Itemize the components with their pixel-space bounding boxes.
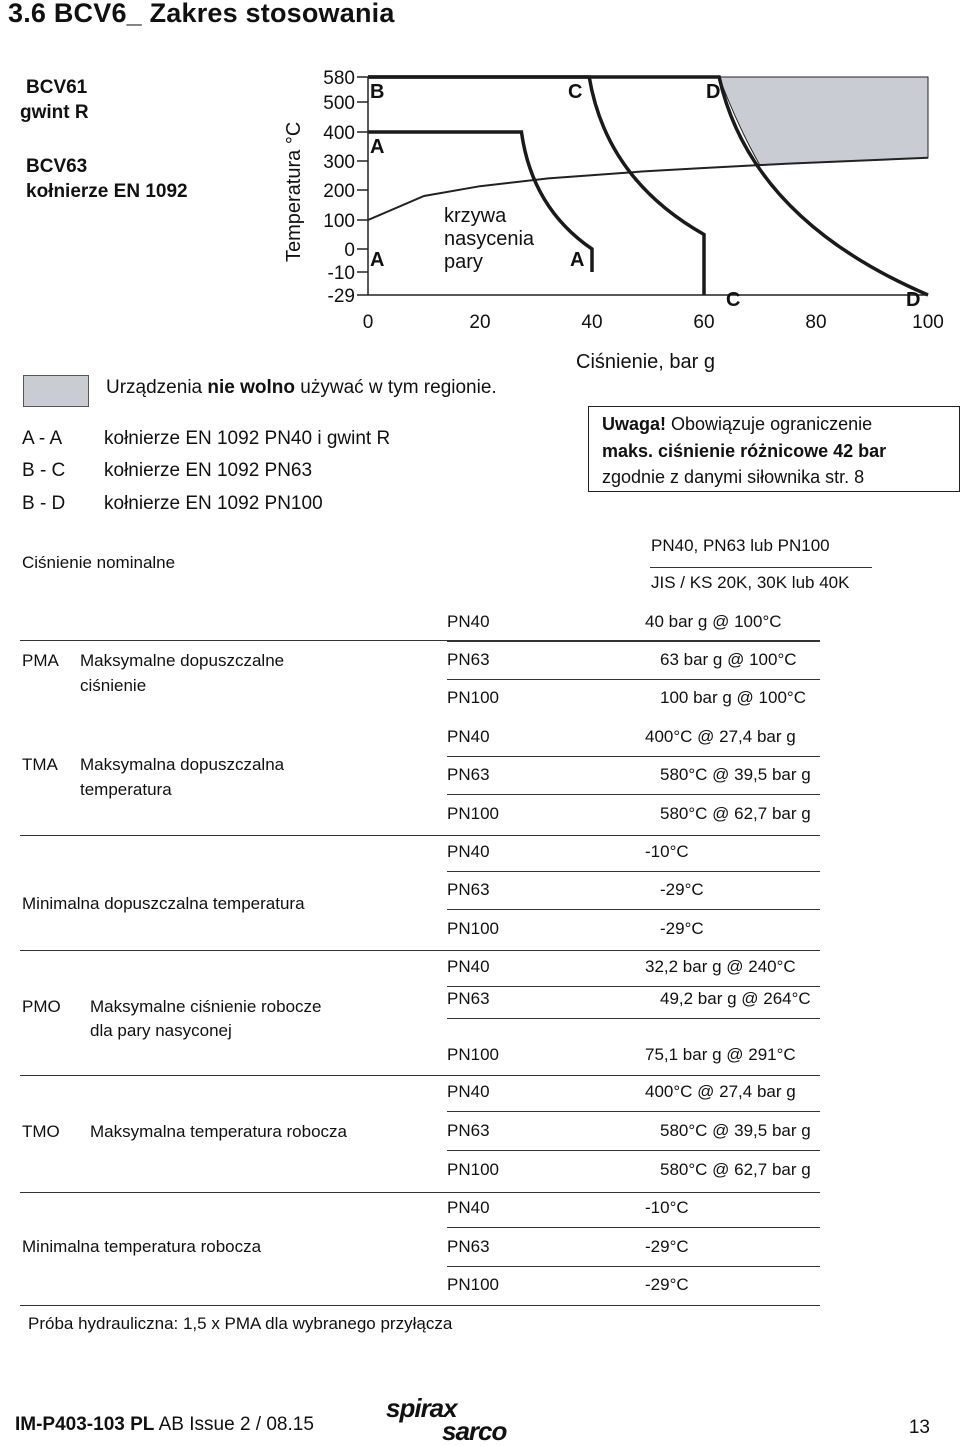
y-tick-label: 580 — [323, 68, 355, 89]
legend-text-a-a: kołnierze EN 1092 PN40 i gwint R — [104, 428, 391, 449]
forbidden-legend-bold: nie wolno — [207, 377, 295, 398]
row-rule — [447, 871, 820, 872]
row-pn-label: PN40 — [447, 1198, 490, 1217]
pma-desc-2: ciśnienie — [80, 676, 147, 695]
row-pn-label: PN40 — [447, 612, 490, 631]
region-label-a-lower: A — [370, 249, 385, 271]
tma-desc-1: Maksymalna dopuszczalna — [80, 755, 285, 774]
table-header-jis: JIS / KS 20K, 30K lub 40K — [651, 573, 850, 592]
pressure-temperature-chart — [0, 0, 960, 380]
row-pn-label: PN40 — [447, 727, 490, 746]
saturation-label-line3: pary — [444, 251, 483, 273]
document-issue: AB Issue 2 / 08.15 — [154, 1414, 314, 1435]
row-pn-label: PN100 — [447, 1275, 499, 1294]
section-rule — [20, 1192, 820, 1193]
document-code-bold: IM-P403-103 PL — [15, 1414, 155, 1435]
section-rule — [20, 950, 820, 951]
product-bcv61-connection: gwint R — [20, 102, 89, 123]
logo-line-2: sarco — [442, 1416, 507, 1446]
legend-code-a-a: A - A — [22, 428, 63, 449]
section-rule — [20, 1075, 820, 1076]
row-rule — [447, 1018, 820, 1019]
hydraulic-test-note: Próba hydrauliczna: 1,5 x PMA dla wybranego przyłącza — [28, 1314, 453, 1333]
pma-code: PMA — [22, 651, 59, 670]
x-tick-label: 0 — [362, 312, 374, 333]
spirax-sarco-logo — [386, 1393, 507, 1446]
legend-code-b-d: B - D — [22, 493, 66, 514]
row-pn-label: PN63 — [447, 1121, 490, 1140]
saturation-label-line1: krzywa — [444, 205, 507, 227]
row-pn-label: PN40 — [447, 842, 490, 861]
section-rule — [20, 835, 820, 836]
row-rule — [447, 641, 820, 642]
region-label-c-top: C — [568, 81, 583, 103]
logo-line-1: spirax — [386, 1393, 457, 1423]
row-pn-label: PN100 — [447, 919, 499, 938]
region-label-a-upper: A — [370, 136, 385, 158]
tmo-code: TMO — [22, 1122, 60, 1141]
row-pn-label: PN100 — [447, 688, 499, 707]
row-value: 400°C @ 27,4 bar g — [645, 727, 796, 746]
row-value: -29°C — [660, 919, 704, 938]
row-rule — [447, 756, 820, 757]
row-value: 580°C @ 39,5 bar g — [660, 1121, 811, 1140]
product-bcv61-name: BCV61 — [26, 77, 88, 98]
y-axis-title: Temperatura °C — [283, 121, 305, 262]
header-rule — [650, 567, 872, 568]
row-value: 580°C @ 62,7 bar g — [660, 804, 811, 823]
forbidden-legend-post: używać w tym regionie. — [295, 377, 497, 398]
row-value: 75,1 bar g @ 291°C — [645, 1045, 796, 1064]
legend-text-b-c: kołnierze EN 1092 PN63 — [104, 460, 313, 481]
row-pn-label: PN63 — [447, 880, 490, 899]
row-rule — [447, 986, 820, 987]
pmo-desc-1: Maksymalne ciśnienie robocze — [90, 997, 322, 1016]
row-value: 100 bar g @ 100°C — [660, 688, 806, 707]
note-line-2: maks. ciśnienie różnicowe 42 bar — [602, 441, 887, 461]
row-value: 63 bar g @ 100°C — [660, 650, 797, 669]
section-rule — [20, 640, 820, 641]
row-rule — [447, 794, 820, 795]
forbidden-region-swatch — [23, 375, 89, 407]
row-pn-label: PN63 — [447, 765, 490, 784]
row-pn-label: PN63 — [447, 1237, 490, 1256]
pmo-desc-2: dla pary nasyconej — [90, 1021, 232, 1040]
x-tick-label: 80 — [805, 312, 827, 333]
row-rule — [447, 1111, 820, 1112]
x-axis-title: Ciśnienie, bar g — [576, 351, 715, 373]
row-pn-label: PN40 — [447, 957, 490, 976]
product-bcv63-name: BCV63 — [26, 156, 88, 177]
region-label-a-right: A — [570, 249, 585, 271]
row-value: 40 bar g @ 100°C — [645, 612, 782, 631]
legend-text-b-d: kołnierze EN 1092 PN100 — [104, 493, 323, 514]
row-rule — [447, 909, 820, 910]
y-tick-label: 300 — [323, 152, 355, 173]
y-tick-label: 200 — [323, 181, 355, 202]
row-rule — [447, 679, 820, 680]
row-rule — [447, 1266, 820, 1267]
note-line-3: zgodnie z danymi siłownika str. 8 — [602, 467, 865, 487]
region-label-b-top: B — [370, 81, 385, 103]
region-label-d-bottom: D — [906, 289, 921, 311]
tma-code: TMA — [22, 755, 58, 774]
region-label-d-top: D — [706, 81, 721, 103]
section-rule — [20, 1305, 820, 1306]
note-line-1 — [602, 414, 872, 435]
row-pn-label: PN100 — [447, 1045, 499, 1064]
row-value: -10°C — [645, 842, 689, 861]
tma-desc-2: temperatura — [80, 780, 172, 799]
x-tick-label: 60 — [693, 312, 715, 333]
row-rule — [447, 1227, 820, 1228]
forbidden-legend-pre: Urządzenia — [106, 377, 208, 398]
row-value: 580°C @ 39,5 bar g — [660, 765, 811, 784]
note-text-1: Obowiązuje ograniczenie — [666, 414, 873, 434]
min-working-temp-label: Minimalna temperatura robocza — [22, 1237, 262, 1256]
y-tick-label: 500 — [323, 93, 355, 114]
x-tick-label: 100 — [912, 312, 944, 333]
y-tick-label: -10 — [327, 263, 355, 284]
x-tick-label: 40 — [581, 312, 603, 333]
region-label-c-bottom: C — [726, 289, 741, 311]
min-allowable-temp-label: Minimalna dopuszczalna temperatura — [22, 894, 305, 913]
page-number: 13 — [908, 1417, 930, 1438]
y-tick-label: 400 — [323, 123, 355, 144]
document-code — [15, 1414, 314, 1436]
row-value: -10°C — [645, 1198, 689, 1217]
row-value: 580°C @ 62,7 bar g — [660, 1160, 811, 1179]
row-value: 49,2 bar g @ 264°C — [660, 989, 811, 1008]
y-tick-label: 100 — [323, 211, 355, 232]
row-value: -29°C — [660, 880, 704, 899]
row-value: 32,2 bar g @ 240°C — [645, 957, 796, 976]
product-bcv63-connection: kołnierze EN 1092 — [26, 181, 188, 202]
tmo-desc: Maksymalna temperatura robocza — [90, 1122, 348, 1141]
y-tick-label: 0 — [344, 240, 355, 261]
row-value: -29°C — [645, 1237, 689, 1256]
page-title: 3.6 BCV6_ Zakres stosowania — [8, 0, 395, 28]
pmo-code: PMO — [22, 997, 61, 1016]
note-warning: Uwaga! — [602, 414, 667, 434]
forbidden-region-legend — [106, 377, 497, 399]
table-header-pn: PN40, PN63 lub PN100 — [651, 536, 830, 555]
nominal-pressure-label: Ciśnienie nominalne — [22, 553, 176, 572]
row-value: -29°C — [645, 1275, 689, 1294]
row-pn-label: PN100 — [447, 1160, 499, 1179]
y-tick-label: -29 — [327, 286, 355, 307]
x-tick-label: 20 — [469, 312, 491, 333]
row-pn-label: PN40 — [447, 1082, 490, 1101]
row-pn-label: PN63 — [447, 989, 490, 1008]
row-pn-label: PN63 — [447, 650, 490, 669]
row-pn-label: PN100 — [447, 804, 499, 823]
legend-code-b-c: B - C — [22, 460, 66, 481]
row-value: 400°C @ 27,4 bar g — [645, 1082, 796, 1101]
pma-desc-1: Maksymalne dopuszczalne — [80, 651, 285, 670]
saturation-label-line2: nasycenia — [444, 228, 535, 250]
row-rule — [447, 1150, 820, 1151]
